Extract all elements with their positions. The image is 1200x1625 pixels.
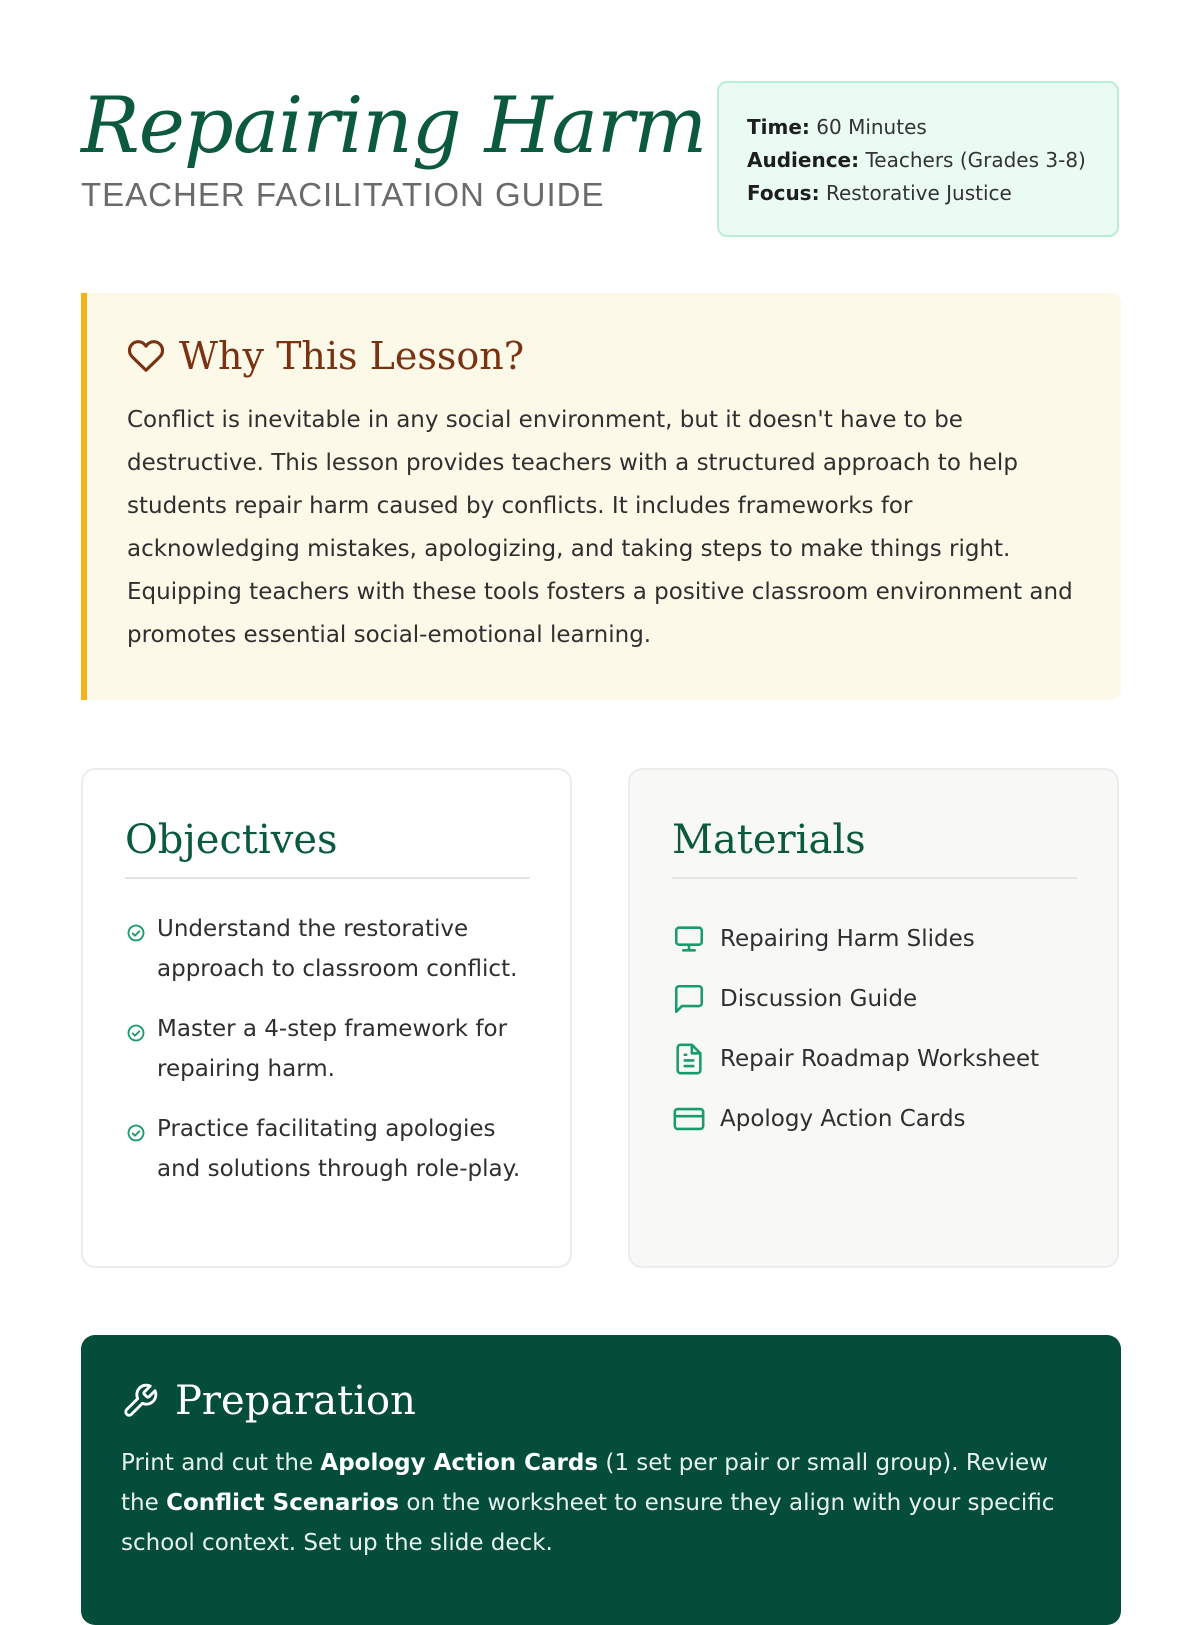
file-text-icon (672, 1042, 706, 1076)
list-item (672, 909, 1077, 969)
material-label: Apology Action Cards (720, 1106, 966, 1132)
list-item (125, 1009, 530, 1089)
why-header (127, 331, 1081, 381)
monitor-icon (672, 922, 706, 956)
page-subtitle: TEACHER FACILITATION GUIDE (81, 176, 605, 213)
prep-text: on the worksheet to ensure they align with your specific school context. Set up the slide deck. (121, 1490, 1055, 1556)
prep-emphasis: Conflict Scenarios (166, 1490, 400, 1516)
list-item (672, 1029, 1077, 1089)
meta-audience-label: Audience: (747, 148, 860, 172)
objectives-card (81, 768, 572, 1268)
material-label: Repair Roadmap Worksheet (720, 1046, 1040, 1072)
why-title: Why This Lesson? (179, 334, 525, 378)
meta-time-label: Time: (747, 115, 810, 139)
objective-text: Master a 4-step framework for repairing harm. (157, 1016, 508, 1082)
why-body: Conflict is inevitable in any social environment, but it doesn't have to be destructive. This lesson provides teachers with a structured approach to help students repair harm caused by conflicts. It includes frameworks for acknowledging mistakes, apologizing, and taking steps to make things right. Equipping teachers with these tools fosters a positive classroom environment and promotes essential social-emotional learning. (127, 407, 1073, 648)
objectives-title: Objectives (125, 815, 530, 879)
heart-icon (127, 337, 165, 375)
list-item (125, 909, 530, 989)
check-circle-icon (125, 1023, 147, 1043)
meta-time-value: 60 Minutes (816, 115, 927, 139)
lesson-meta-box (717, 81, 1119, 237)
material-label: Repairing Harm Slides (720, 926, 975, 952)
meta-audience (747, 144, 1117, 177)
objective-text: Practice facilitating apologies and solutions through role-play. (157, 1116, 521, 1182)
materials-title: Materials (672, 815, 1077, 879)
list-item (672, 1089, 1077, 1149)
meta-focus (747, 177, 1117, 210)
credit-card-icon (672, 1102, 706, 1136)
preparation-title: Preparation (175, 1378, 416, 1424)
message-square-icon (672, 982, 706, 1016)
preparation-body (121, 1443, 1081, 1563)
objective-text: Understand the restorative approach to classroom conflict. (157, 916, 518, 982)
page-header (81, 78, 1121, 243)
why-section (81, 293, 1121, 700)
page-title: Repairing Harm (81, 81, 707, 171)
meta-audience-value: Teachers (Grades 3-8) (865, 148, 1086, 172)
objectives-list (125, 909, 530, 1189)
meta-focus-label: Focus: (747, 181, 820, 205)
preparation-header (121, 1373, 1081, 1429)
materials-card (628, 768, 1119, 1268)
meta-focus-value: Restorative Justice (825, 181, 1012, 205)
meta-time (747, 111, 1117, 144)
materials-list (672, 909, 1077, 1149)
list-item (672, 969, 1077, 1029)
prep-text: Print and cut the (121, 1450, 321, 1476)
prep-text: (1 set per pair or small group). Review the (121, 1450, 1048, 1516)
material-label: Discussion Guide (720, 986, 918, 1012)
prep-emphasis: Apology Action Cards (320, 1450, 599, 1476)
list-item (125, 1109, 530, 1189)
check-circle-icon (125, 1123, 147, 1143)
preparation-section (81, 1335, 1121, 1625)
wrench-icon (121, 1382, 159, 1420)
check-circle-icon (125, 923, 147, 943)
